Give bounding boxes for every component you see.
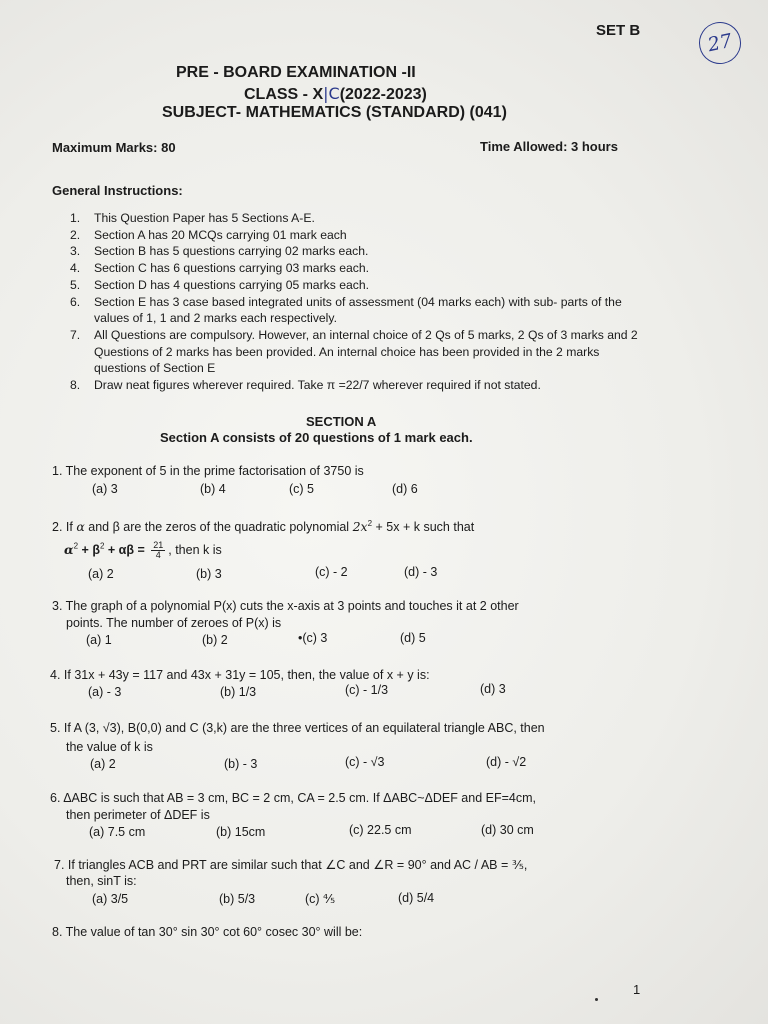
instruction-item: 7. All Questions are compulsory. However, an internal choice of 2 Qs of 5 marks, 2 Qs of 3 marks and 2 Questions of 2 marks has been provided. An internal choice has been provided in the 2 marks questions of Section E: [70, 327, 638, 376]
q3-option-a: (a) 1: [86, 633, 112, 647]
q3-option-d: (d) 5: [400, 631, 426, 645]
question-7-line-1: 7. If triangles ACB and PRT are similar such that ∠C and ∠R = 90° and AC / AB = ⅗,: [54, 858, 528, 872]
max-marks: Maximum Marks: 80: [52, 140, 176, 155]
handwritten-page-mark: 27: [695, 18, 745, 68]
q4-option-a: (a) - 3: [88, 685, 122, 699]
q2-option-a: (a) 2: [88, 567, 114, 581]
class-prefix: CLASS - X: [244, 86, 324, 103]
section-subtitle: Section A consists of 20 questions of 1 mark each.: [160, 430, 473, 445]
q1-option-a: (a) 3: [92, 482, 118, 496]
fraction: $\frac{21}{4}$: [153, 540, 164, 560]
q3-option-b: (b) 2: [202, 633, 228, 647]
question-2-line-1: 2. If α and β are the zeros of the quadratic polynomial $2x^2 + 5x + k$ such that: [52, 519, 475, 535]
instruction-item: 4. Section C has 6 questions carrying 03 marks each.: [70, 261, 370, 276]
q2-option-b: (b) 3: [196, 567, 222, 581]
q7-option-c: (c) ⅘: [305, 892, 336, 906]
instruction-item: 6. Section E has 3 case based integrated units of assessment (04 marks each) with sub- parts of the values of 1, 1 and 2 marks each respectively.: [70, 294, 622, 326]
question-5-line-1: 5. If A (3, √3), B(0,0) and C (3,k) are the three vertices of an equilateral triangle ABC, then: [50, 721, 545, 735]
q5-option-d: (d) - √2: [486, 755, 527, 769]
section-title: SECTION A: [306, 414, 377, 429]
instruction-item: 8. Draw neat figures wherever required. Take π =22/7 wherever required if not stated.: [70, 378, 541, 393]
instructions-list: [70, 210, 650, 394]
instruction-item: 1. This Question Paper has 5 Sections A-E.: [70, 211, 315, 225]
q7-option-d: (d) 5/4: [398, 891, 435, 905]
class-handwritten-section: |C: [323, 84, 340, 103]
class-year: (2022-2023): [339, 86, 427, 103]
q1-option-d: (d) 6: [392, 482, 418, 496]
q5-option-c: (c) - √3: [345, 755, 385, 769]
q1-option-b: (b) 4: [200, 482, 226, 496]
q3-option-c: •(c) 3: [298, 631, 328, 645]
q2-option-d: (d) - 3: [404, 565, 438, 579]
q6-option-c: (c) 22.5 cm: [349, 823, 412, 837]
q7-option-b: (b) 5/3: [219, 892, 256, 906]
class-line: [244, 84, 427, 104]
q1-option-c: (c) 5: [289, 482, 314, 496]
exam-title: PRE - BOARD EXAMINATION -II: [176, 64, 416, 81]
q5-option-a: (a) 2: [90, 757, 116, 771]
q6-option-d: (d) 30 cm: [481, 823, 534, 837]
question-6-line-2: then perimeter of ΔDEF is: [66, 808, 210, 822]
question-3-line-2: points. The number of zeroes of P(x) is: [66, 616, 282, 630]
instructions-heading: General Instructions:: [52, 183, 183, 198]
question-3-line-1: 3. The graph of a polynomial P(x) cuts the x-axis at 3 points and touches it at 2 other: [52, 599, 519, 613]
instruction-item: 3. Section B has 5 questions carrying 02 marks each.: [70, 244, 369, 259]
q2-option-c: (c) - 2: [315, 565, 348, 579]
ink-dot: [595, 998, 598, 1001]
q4-option-d: (d) 3: [480, 682, 506, 696]
q6-option-a: (a) 7.5 cm: [89, 825, 146, 839]
q6-option-b: (b) 15cm: [216, 825, 266, 839]
q4-option-c: (c) - 1/3: [345, 683, 389, 697]
question-7-line-2: then, sinT is:: [66, 874, 137, 888]
time-allowed: Time Allowed: 3 hours: [480, 139, 618, 154]
question-1-text: 1. The exponent of 5 in the prime factorisation of 3750 is: [52, 464, 364, 478]
instruction-item: 5. Section D has 4 questions carrying 05 marks each.: [70, 277, 370, 292]
q7-option-a: (a) 3/5: [92, 892, 129, 906]
question-8-text: 8. The value of tan 30° sin 30° cot 60° cosec 30° will be:: [52, 925, 363, 939]
q5-option-b: (b) - 3: [224, 757, 258, 771]
question-5-line-2: the value of k is: [66, 740, 153, 754]
q4-option-b: (b) 1/3: [220, 685, 257, 699]
question-6-line-1: 6. ΔABC is such that AB = 3 cm, BC = 2 cm, CA = 2.5 cm. If ΔABC~ΔDEF and EF=4cm,: [50, 791, 536, 805]
set-label: SET B: [596, 22, 641, 39]
page-number: 1: [633, 982, 641, 997]
subject-line: SUBJECT- MATHEMATICS (STANDARD) (041): [162, 104, 507, 121]
question-2-line-2: $\alpha^2 + \beta^2 + \alpha\beta$ = $\frac{21}{4}$ , then k is: [64, 540, 222, 560]
instruction-item: 2. Section A has 20 MCQs carrying 01 mark each: [70, 227, 347, 242]
question-4-text: 4. If 31x + 43y = 117 and 43x + 31y = 105, then, the value of x + y is:: [50, 668, 430, 682]
